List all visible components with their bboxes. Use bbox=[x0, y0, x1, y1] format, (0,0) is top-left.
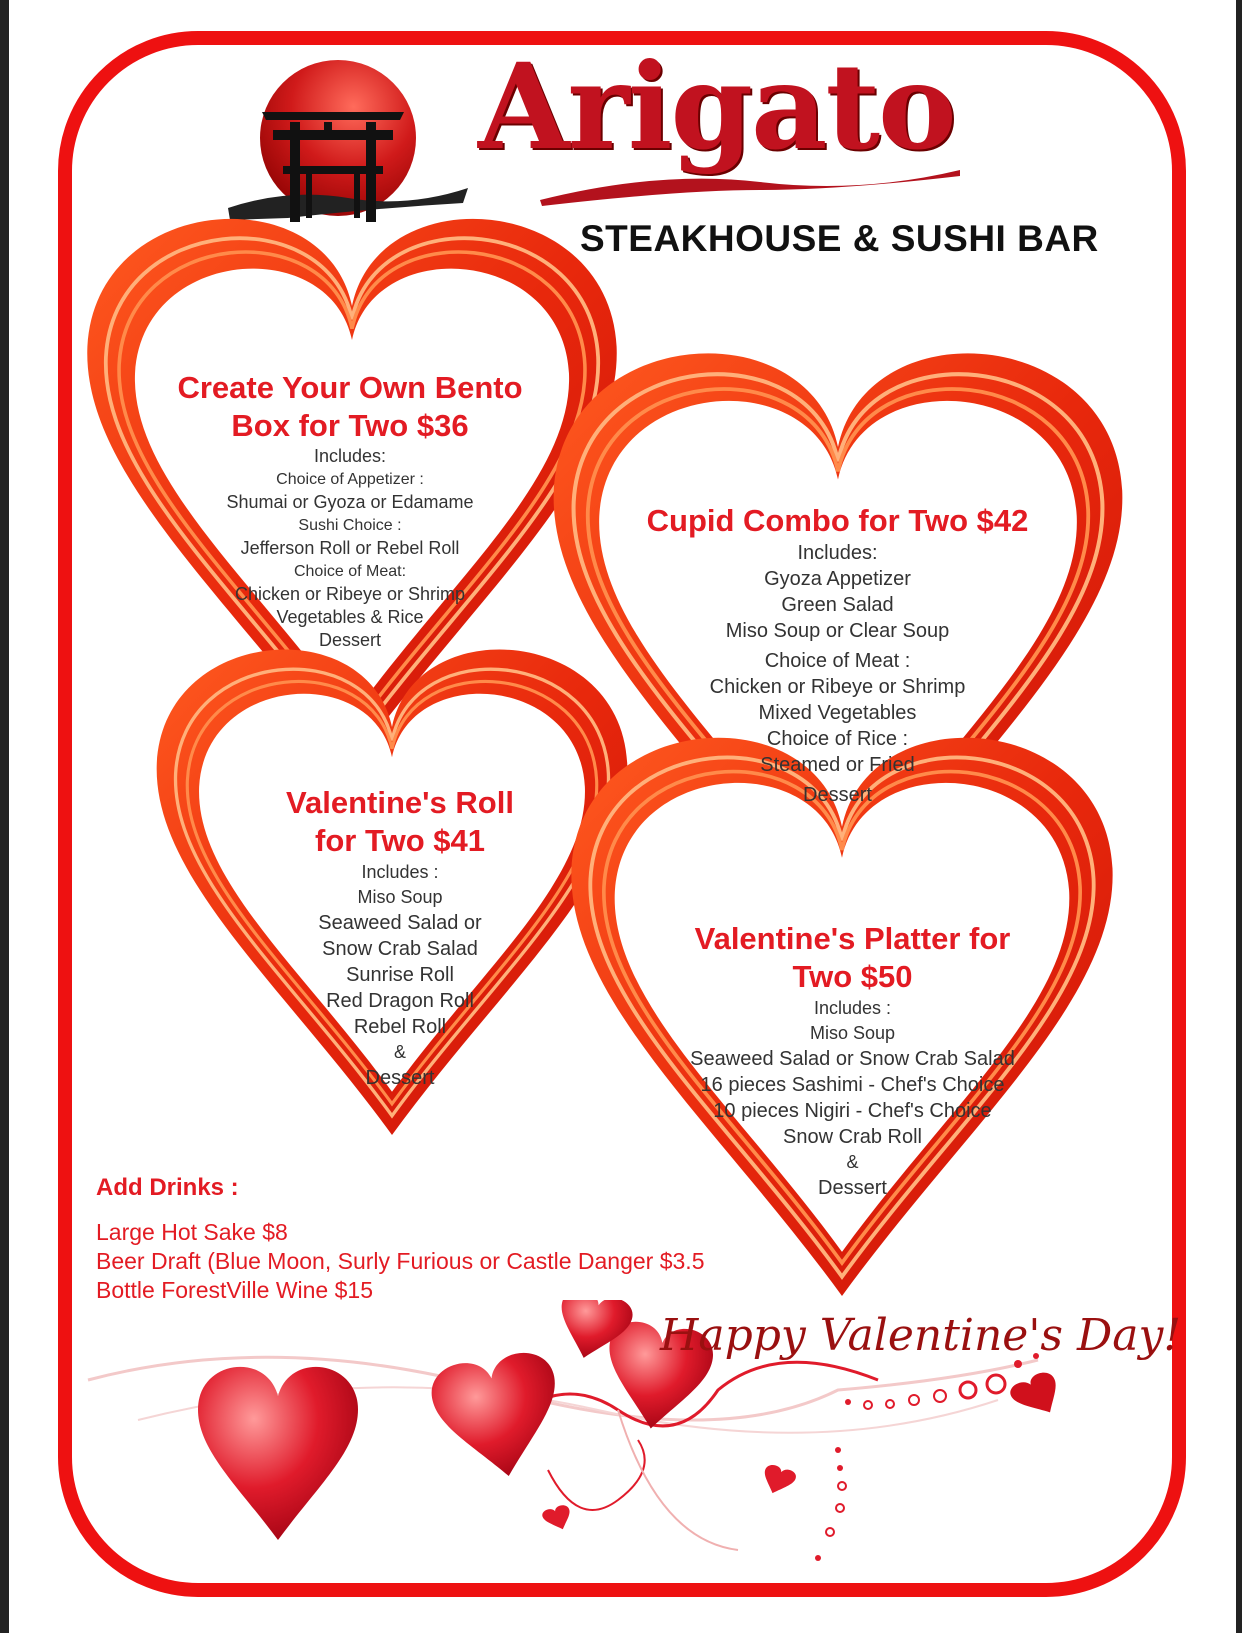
platter-line: & bbox=[846, 1152, 859, 1172]
bento-title-line-1: Create Your Own Bento bbox=[177, 370, 523, 405]
happy-valentines-greeting: Happy Valentine's Day! bbox=[660, 1310, 1182, 1361]
bento-line: Includes: bbox=[313, 446, 387, 466]
cupid-line: Steamed or Fried bbox=[760, 754, 915, 776]
roll-title-line-1: Valentine's Roll bbox=[286, 785, 514, 820]
valentines-roll-card bbox=[240, 784, 560, 1091]
cupid-line: Miso Soup or Clear Soup bbox=[725, 620, 950, 642]
platter-line: Dessert bbox=[818, 1177, 887, 1199]
valentines-platter-card bbox=[660, 920, 1045, 1201]
bento-line: Choice of Meat: bbox=[293, 563, 407, 580]
bento-line: Dessert bbox=[318, 630, 381, 650]
cupid-line: Includes: bbox=[797, 542, 878, 564]
bento-line: Chicken or Ribeye or Shrimp bbox=[234, 584, 466, 604]
bento-line: Sushi Choice : bbox=[298, 517, 402, 534]
roll-line: Snow Crab Salad bbox=[322, 938, 478, 960]
drink-item: Bottle ForestVille Wine $15 bbox=[96, 1277, 373, 1303]
brand-subtitle: STEAKHOUSE & SUSHI BAR bbox=[580, 218, 1099, 259]
brand-wordmark: Arigato bbox=[478, 37, 955, 176]
bento-line: Jefferson Roll or Rebel Roll bbox=[240, 538, 460, 558]
cupid-combo-card bbox=[620, 502, 1055, 808]
cupid-line: Green Salad bbox=[781, 594, 894, 616]
platter-line: Snow Crab Roll bbox=[783, 1126, 922, 1148]
drinks-heading: Add Drinks : bbox=[96, 1174, 239, 1201]
roll-line: Seaweed Salad or bbox=[318, 912, 482, 934]
cupid-title: Cupid Combo for Two $42 bbox=[646, 503, 1029, 538]
roll-line: & bbox=[393, 1042, 406, 1062]
roll-line: Red Dragon Roll bbox=[326, 990, 474, 1012]
cupid-line: Mixed Vegetables bbox=[758, 702, 917, 724]
add-drinks-section bbox=[96, 1174, 705, 1305]
cupid-line: Choice of Rice : bbox=[766, 728, 909, 750]
platter-title-line-1: Valentine's Platter for bbox=[694, 921, 1011, 956]
platter-line: 10 pieces Nigiri - Chef's Choice bbox=[713, 1100, 992, 1122]
roll-title-line-2: for Two $41 bbox=[315, 823, 485, 858]
cupid-line: Chicken or Ribeye or Shrimp bbox=[709, 676, 966, 698]
platter-title-line-2: Two $50 bbox=[792, 959, 913, 994]
bento-box-card bbox=[150, 369, 550, 652]
bento-line: Vegetables & Rice bbox=[276, 607, 424, 627]
roll-line: Sunrise Roll bbox=[346, 964, 454, 986]
drink-item: Large Hot Sake $8 bbox=[96, 1219, 288, 1245]
cupid-line: Gyoza Appetizer bbox=[764, 568, 911, 590]
bento-line: Shumai or Gyoza or Edamame bbox=[226, 492, 474, 512]
bento-title-line-2: Box for Two $36 bbox=[231, 408, 469, 443]
cupid-line: Dessert bbox=[803, 784, 872, 806]
cupid-line: Choice of Meat : bbox=[764, 650, 911, 672]
roll-line: Includes : bbox=[361, 862, 439, 882]
platter-line: Miso Soup bbox=[809, 1023, 896, 1043]
platter-line: Includes : bbox=[813, 998, 892, 1018]
drink-item: Beer Draft (Blue Moon, Surly Furious or Castle Danger $3.5 bbox=[96, 1248, 705, 1274]
bento-line: Choice of Appetizer : bbox=[276, 471, 424, 488]
platter-line: 16 pieces Sashimi - Chef's Choice bbox=[700, 1074, 1005, 1096]
roll-line: Miso Soup bbox=[357, 887, 443, 907]
roll-line: Dessert bbox=[365, 1067, 435, 1089]
platter-line: Seaweed Salad or Snow Crab Salad bbox=[690, 1048, 1015, 1070]
roll-line: Rebel Roll bbox=[353, 1016, 447, 1038]
